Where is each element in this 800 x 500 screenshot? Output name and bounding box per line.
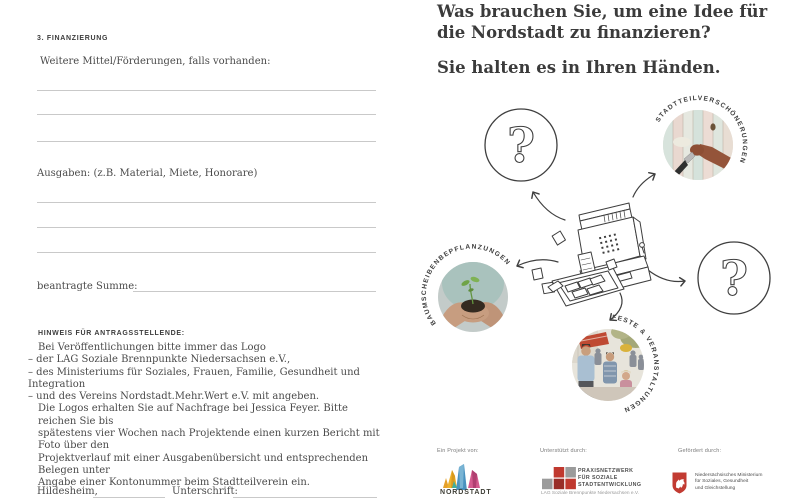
cash-register-illustration <box>532 203 651 306</box>
title-line-1: Was brauchen Sie, um eine Idee für <box>437 2 768 21</box>
note-line: – und des Vereins Nordstadt.Mehr.Wert e.V. mit angeben. <box>28 391 320 403</box>
note-line: Projektverlauf mit einer Ausgabenübersicht und entsprechenden Belegen unter <box>38 452 369 476</box>
ministry-logo-text <box>695 473 762 492</box>
idea-financing-diagram <box>420 85 800 445</box>
title-line-2: die Nordstadt zu finanzieren? <box>437 22 711 42</box>
fill-line <box>37 252 376 253</box>
date-line <box>93 497 165 498</box>
question-mark: ? <box>506 118 536 174</box>
note-paragraph <box>28 342 388 490</box>
niedersachsen-shield-icon <box>672 472 687 494</box>
fill-line <box>37 202 376 203</box>
fill-line <box>37 114 376 115</box>
supported-by-label: Unterstützt durch: <box>540 448 588 454</box>
ministry-line: Niedersächsisches Ministerium <box>695 473 763 478</box>
section-heading: 3. FINANZIERUNG <box>37 35 109 42</box>
fill-line <box>37 141 376 142</box>
arrow-to-top-left <box>533 192 565 220</box>
label-feste-veranstaltungen: FESTE & VERANSTALTUNGEN <box>611 314 660 414</box>
photo-baumscheibenbepflanzungen <box>438 256 508 332</box>
praxis-line: FÜR SOZIALE <box>578 475 618 481</box>
funds-field-label: Weitere Mittel/Förderungen, falls vorhanden: <box>40 56 271 67</box>
expenses-field-label: Ausgaben: (z.B. Material, Miete, Honorare) <box>37 168 258 179</box>
requested-sum-label: beantragte Summe: <box>37 281 138 292</box>
project-by-label: Ein Projekt von: <box>437 448 479 454</box>
ministry-line: und Gleichstellung <box>695 485 736 491</box>
nordstadt-logo-icon <box>437 464 493 490</box>
note-line: spätestens vier Wochen nach Projektende einen kurzen Bericht mit Foto über den <box>38 428 380 452</box>
signature-label: Unterschrift: <box>172 486 238 497</box>
praxisnetzwerk-logo-text <box>578 468 641 489</box>
note-line: Die Logos erhalten Sie auf Nachfrage bei Jessica Feyer. Bitte reichen Sie bis <box>38 403 348 427</box>
label-stadtteilverschoenerungen: STADTTEILVERSCHÖNERUNGEN <box>654 94 749 165</box>
fill-line <box>37 90 376 91</box>
page-subtitle: Sie halten es in Ihren Händen. <box>437 58 721 77</box>
photo-feste-veranstaltungen <box>570 325 652 403</box>
arrow-to-right <box>648 270 685 282</box>
note-line: – der LAG Soziale Brennpunkte Niedersachsen e.V., <box>28 354 291 366</box>
note-line: Angabe einer Kontonummer beim Stadtteilverein ein. <box>38 477 310 489</box>
ministry-line: für Soziales, Gesundheit <box>695 479 749 485</box>
photo-stadtteilverschoenerungen <box>663 110 733 180</box>
arrow-to-top-right <box>633 174 655 197</box>
fill-line <box>37 227 376 228</box>
signature-line <box>233 497 377 498</box>
fill-line <box>133 291 376 292</box>
question-circle-top-left <box>485 109 557 181</box>
city-label: Hildesheim, <box>37 486 98 497</box>
question-mark: ? <box>719 251 749 307</box>
praxis-line: STADTENTWICKLUNG <box>578 482 642 488</box>
arrow-to-left <box>517 260 558 266</box>
praxis-line: PRAXISNETZWERK <box>578 468 634 474</box>
question-circle-right <box>698 242 770 314</box>
nordstadt-logo-text: NORDSTADT <box>440 489 492 496</box>
note-line: – des Ministeriums für Soziales, Frauen, Familie, Gesundheit und Integration <box>28 366 360 390</box>
note-line: Bei Veröffentlichungen bitte immer das Logo <box>38 342 266 353</box>
funded-by-label: Gefördert durch: <box>678 448 722 454</box>
lag-subline: LAG Soziale Brennpunkte Niedersachsen e.V. <box>541 491 639 496</box>
page-title <box>437 2 787 43</box>
note-heading: HINWEIS FÜR ANTRAGSSTELLENDE: <box>38 330 185 337</box>
praxisnetzwerk-logo-icon <box>542 467 577 490</box>
label-baumscheibenbepflanzungen: BAUMSCHEIBENBEPFLANZUNGEN <box>420 243 512 327</box>
